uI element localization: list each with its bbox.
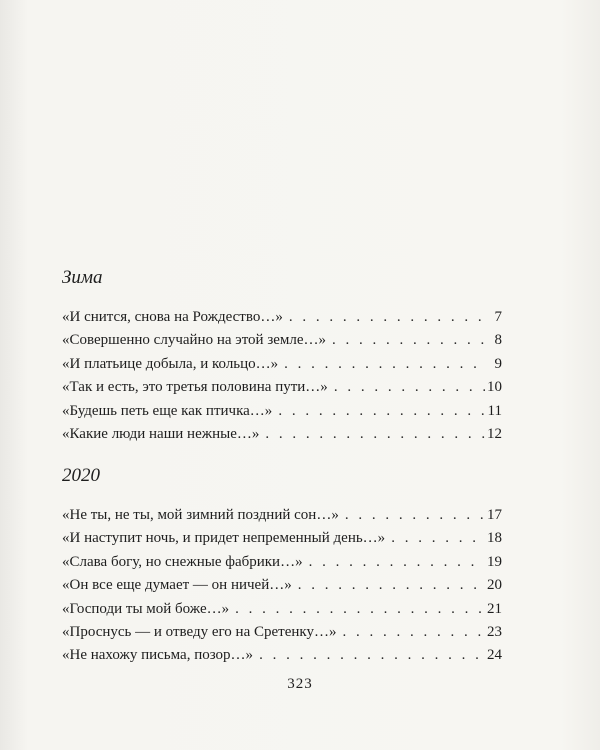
entry-title: «Не ты, не ты, мой зимний поздний сон…» bbox=[62, 507, 339, 523]
leader-dots bbox=[334, 376, 485, 399]
entry-page: 21 bbox=[487, 600, 502, 617]
page-number: 323 bbox=[287, 676, 313, 692]
toc-entry bbox=[62, 306, 502, 329]
entry-page: 12 bbox=[487, 425, 502, 442]
entry-title: «Будешь петь еще как птичка…» bbox=[62, 402, 273, 419]
show-through-text-top bbox=[62, 6, 502, 261]
entry-title: «Проснусь — и отведу его на Сретенку…» bbox=[62, 623, 337, 640]
toc-entry bbox=[62, 621, 502, 644]
entry-title: «Господи ты мой боже…» bbox=[62, 600, 230, 617]
toc-entry bbox=[62, 574, 502, 597]
toc-entry bbox=[62, 400, 502, 423]
entry-page: 18 bbox=[487, 530, 502, 547]
toc-entry bbox=[62, 329, 502, 352]
toc-entry bbox=[62, 644, 502, 667]
entry-page: 11 bbox=[487, 402, 502, 419]
entry-page: 9 bbox=[494, 355, 502, 372]
entry-title: «И снится, снова на Рождество…» bbox=[62, 309, 283, 325]
leader-dots bbox=[278, 400, 485, 423]
entry-title: «И наступит ночь, и придет непременный день…» bbox=[62, 530, 386, 547]
entry-title: «Не нахожу письма, позор…» bbox=[62, 647, 254, 664]
leader-dots bbox=[391, 527, 485, 550]
toc-entry bbox=[62, 376, 502, 399]
section-title: 2020 bbox=[62, 465, 100, 486]
toc-entry bbox=[62, 353, 502, 376]
toc-entry bbox=[62, 527, 502, 550]
leader-dots bbox=[289, 306, 486, 329]
entry-page: 23 bbox=[487, 623, 502, 640]
entry-page: 19 bbox=[487, 553, 502, 570]
entry-page: 7 bbox=[494, 309, 502, 325]
section-title: Зима bbox=[62, 267, 103, 288]
entry-page: 8 bbox=[494, 332, 502, 349]
leader-dots bbox=[298, 574, 485, 597]
leader-dots bbox=[284, 353, 486, 376]
entry-page: 10 bbox=[487, 379, 502, 396]
toc-section-2020 bbox=[62, 464, 502, 668]
entry-title: «Он все еще думает — он ничей…» bbox=[62, 577, 292, 594]
toc-entry bbox=[62, 423, 502, 446]
leader-dots bbox=[345, 504, 485, 527]
toc-entry bbox=[62, 598, 502, 621]
entry-title: «Совершенно случайно на этой земле…» bbox=[62, 332, 327, 349]
entry-page: 20 bbox=[487, 577, 502, 594]
leader-dots bbox=[309, 551, 485, 574]
leader-dots bbox=[265, 423, 485, 446]
entry-title: «И платьице добыла, и кольцо…» bbox=[62, 355, 279, 372]
entry-page: 17 bbox=[487, 507, 502, 523]
entry-title: «Какие люди наши нежные…» bbox=[62, 425, 260, 442]
entry-title: «Так и есть, это третья половина пути…» bbox=[62, 379, 328, 396]
toc-entry bbox=[62, 551, 502, 574]
leader-dots bbox=[235, 598, 485, 621]
toc-entry bbox=[62, 504, 502, 527]
leader-dots bbox=[342, 621, 485, 644]
leader-dots bbox=[259, 644, 485, 667]
entry-page: 24 bbox=[487, 647, 502, 664]
entry-title: «Слава богу, но снежные фабрики…» bbox=[62, 553, 303, 570]
leader-dots bbox=[332, 329, 486, 352]
toc-section-zima bbox=[62, 266, 502, 446]
